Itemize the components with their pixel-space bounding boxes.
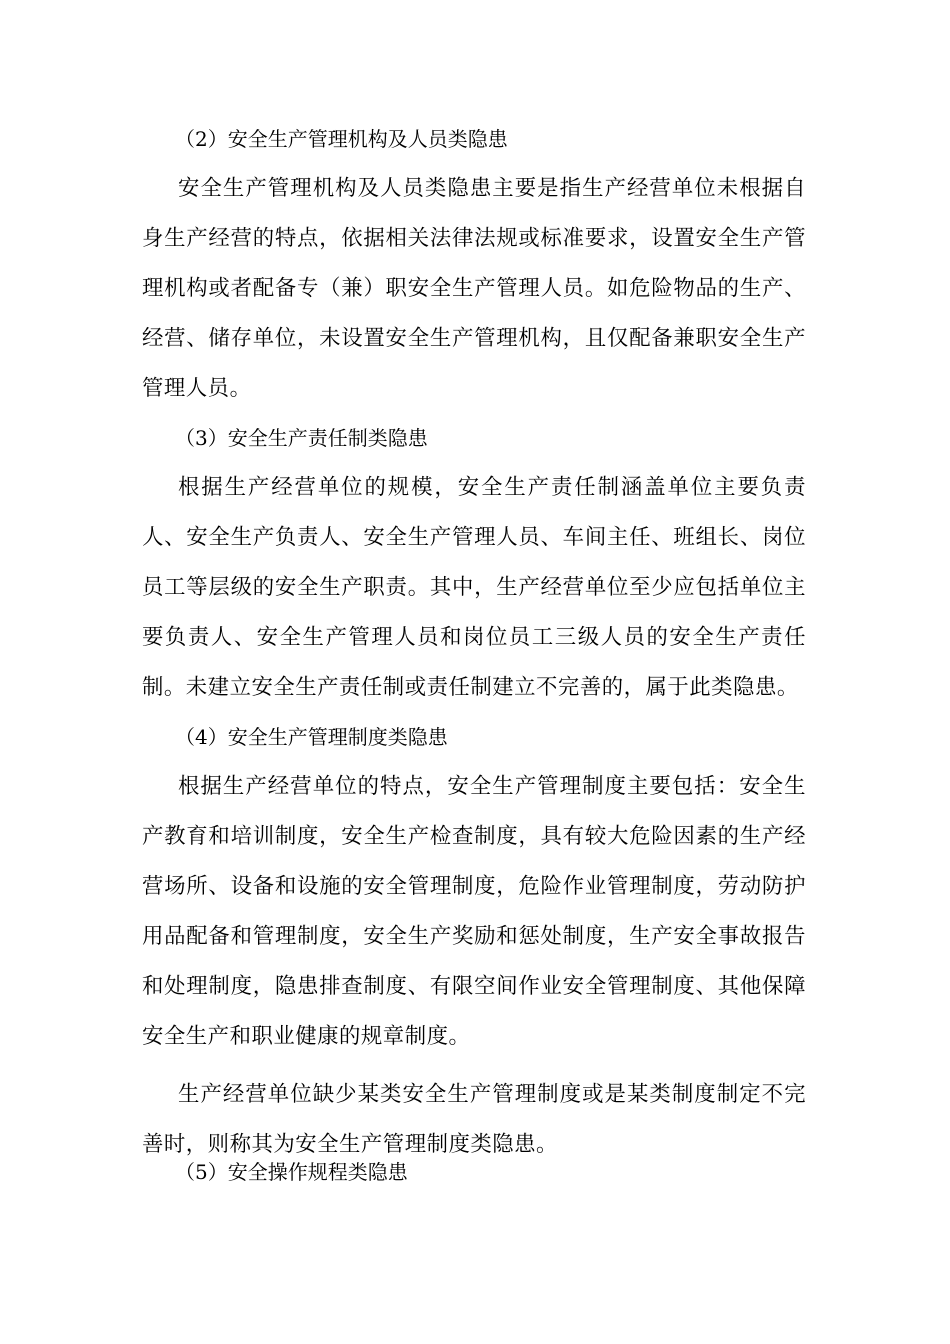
section-heading-5: （5）安全操作规程类隐患 <box>175 1160 408 1184</box>
section-4-paragraph-2: 生产经营单位缺少某类安全生产管理制度或是某类制度制定不完善时，则称其为安全生产管理制度类隐患。 <box>142 1082 806 1157</box>
section-3-paragraph: 根据生产经营单位的规模，安全生产责任制涵盖单位主要负责人、安全生产负责人、安全生产管理人员、车间主任、班组长、岗位员工等层级的安全生产职责。其中，生产经营单位至少应包括单位主要负责人、安全生产管理人员和岗位员工三级人员的安全生产责任制。未建立安全生产责任制或责任制建立不完善的，属于此类隐患。 <box>142 475 806 700</box>
section-4-paragraph-1: 根据生产经营单位的特点，安全生产管理制度主要包括：安全生产教育和培训制度，安全生产检查制度，具有较大危险因素的生产经营场所、设备和设施的安全管理制度，危险作业管理制度，劳动防护用品配备和管理制度，安全生产奖励和惩处制度，生产安全事故报告和处理制度，隐患排查制度、有限空间作业安全管理制度、其他保障安全生产和职业健康的规章制度。 <box>142 774 806 1049</box>
section-heading-3: （3）安全生产责任制类隐患 <box>175 426 428 450</box>
section-2-paragraph: 安全生产管理机构及人员类隐患主要是指生产经营单位未根据自身生产经营的特点，依据相关法律法规或标准要求，设置安全生产管理机构或者配备专（兼）职安全生产管理人员。如危险物品的生产、经营、储存单位，未设置安全生产管理机构，且仅配备兼职安全生产管理人员。 <box>142 176 806 401</box>
section-heading-4: （4）安全生产管理制度类隐患 <box>175 725 448 749</box>
section-heading-2: （2）安全生产管理机构及人员类隐患 <box>175 127 508 151</box>
